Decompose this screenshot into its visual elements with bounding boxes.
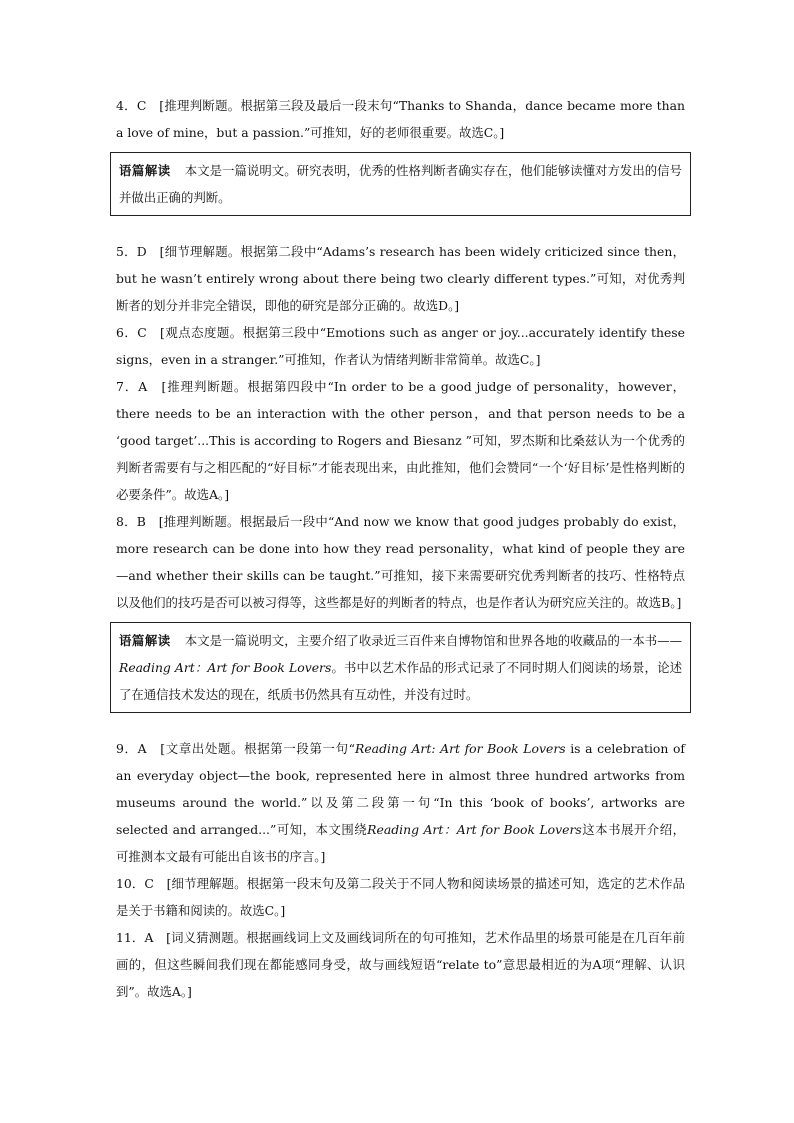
answer-9-book-title-1: Reading Art: Art for Book Lovers xyxy=(355,741,566,756)
passage-summary-box-1 xyxy=(110,152,691,216)
summary-label-2: 语篇解读 xyxy=(119,633,171,648)
answer-9-part-e: 这本书展开介绍，可推测本文最有可能出自该书的序言。] xyxy=(116,822,685,864)
answer-7: 7．A [推理判断题。根据第四段中“In order to be a good judge of personality，however，there needs to be an interaction with the other person，and that person needs to be a ‘good target’...This is according to Rogers and Biesanz ”可知，罗杰斯和比桑兹认为一个优秀的判断者需要有与之相匹配的“好目标”才能表现出来，由此推知，他们会赞同“一个‘好目标’是性格判断的必要条件”。故选A。] xyxy=(116,379,685,502)
summary-text-1: 本文是一篇说明文。研究表明，优秀的性格判断者确实存在，他们能够读懂对方发出的信号并做出正确的判断。 xyxy=(119,163,683,205)
summary-label-1: 语篇解读 xyxy=(119,163,171,178)
answer-9 xyxy=(116,735,685,870)
passage-summary-box-2 xyxy=(110,622,691,713)
summary-text-2b: 。书中以艺术作品的形式记录了不同时期人们阅读的场景，论述了在通信技术发达的现在，纸质书仍然具有互动性，并没有过时。 xyxy=(119,660,682,702)
answer-8: 8．B [推理判断题。根据最后一段中“And now we know that good judges probably do exist，more research can be done into how they read personality，what kind of people they are—and whether their skills can be taught.”可推知，接下来需要研究优秀判断者的技巧、性格特点以及他们的技巧是否可以被习得等，这些都是好的判断者的特点，也是作者认为研究应关注的。故选B。] xyxy=(116,514,685,610)
passage-summary-1 xyxy=(119,157,682,211)
answer-9-part-a: 9．A [文章出处题。根据第一段第一句“ xyxy=(116,741,356,756)
answer-11: 11．A [词义猜测题。根据画线词上文及画线词所在的句可推知，艺术作品里的场景可能是在几百年前画的，但这些瞬间我们现在都能感同身受，故与画线短语“relate to”意思最相近的为A项“理解、认识到”。故选A。] xyxy=(116,930,685,999)
answer-9-book-title-2: Reading Art：Art for Book Lovers xyxy=(367,822,582,837)
answer-4: 4．C [推理判断题。根据第三段及最后一段末句“Thanks to Shanda，dance became more than a love of mine，but a passion.”可推知，好的老师很重要。故选C。] xyxy=(116,98,685,140)
summary-text-2a: 本文是一篇说明文，主要介绍了收录近三百件来自博物馆和世界各地的收藏品的一本书—— xyxy=(184,633,683,648)
answer-10: 10．C [细节理解题。根据第一段末句及第二段关于不同人物和阅读场景的描述可知，选定的艺术作品是关于书籍和阅读的。故选C。] xyxy=(116,876,685,918)
answer-9-part-c: is a celebration of an everyday object—the book, represented here in almost three hundred artworks from museums around the world.”以及第二段第一句“In this ‘book of books’, artworks are selected and arranged...”可知，本文围绕 xyxy=(116,741,685,837)
book-title: Reading Art：Art for Book Lovers xyxy=(119,660,332,675)
document-page xyxy=(116,92,685,1005)
answer-6: 6．C [观点态度题。根据第三段中“Emotions such as anger or joy...accurately identify these signs，even in a stranger.”可推知，作者认为情绪判断非常简单。故选C。] xyxy=(116,325,685,367)
passage-summary-2 xyxy=(119,627,682,708)
answer-5: 5．D [细节理解题。根据第二段中“Adams’s research has been widely criticized since then，but he wasn’t entirely wrong about there being two clearly different types.”可知，对优秀判断者的划分并非完全错误，即他的研究是部分正确的。故选D。] xyxy=(116,244,685,313)
